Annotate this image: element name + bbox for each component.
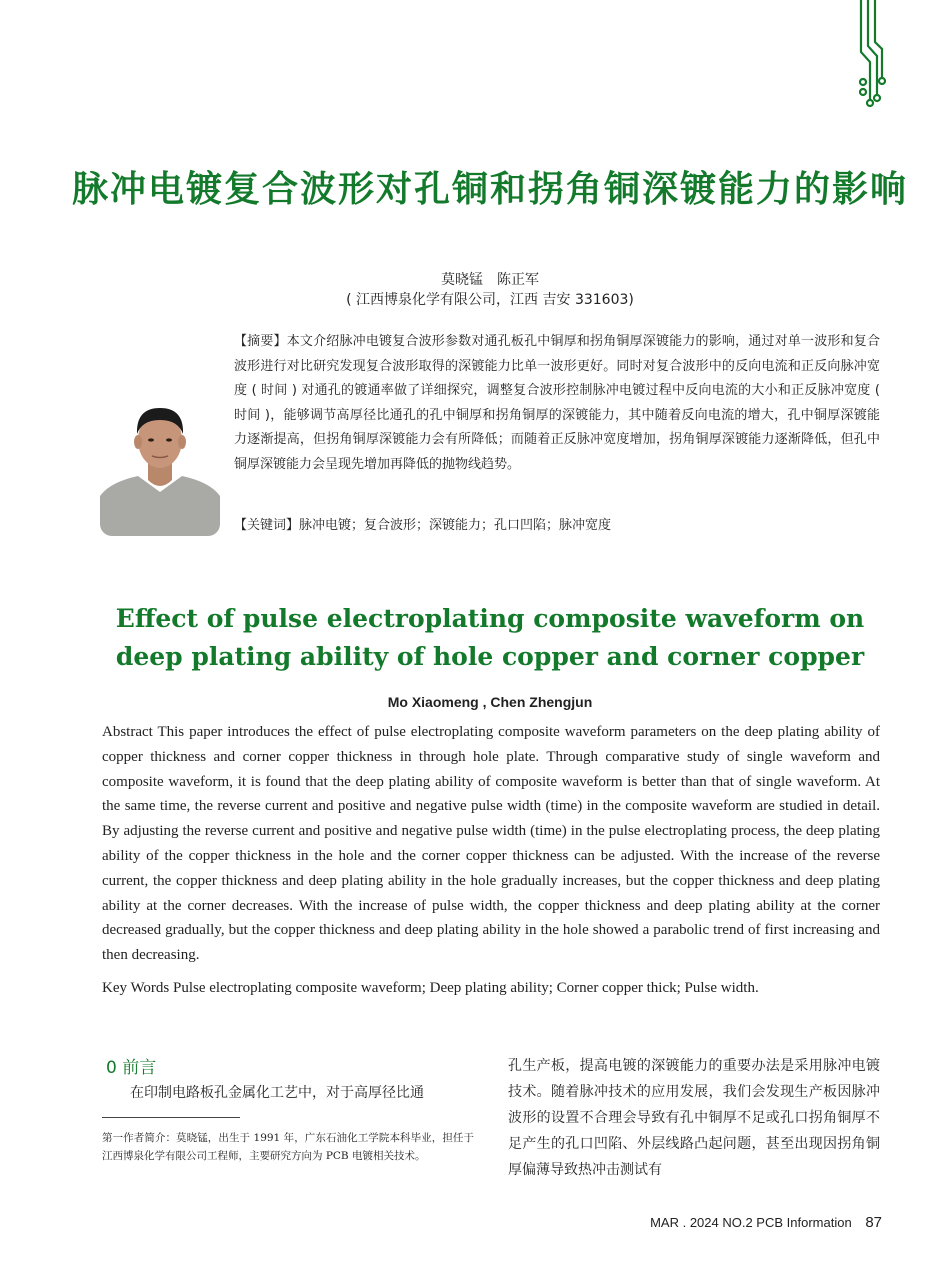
circuit-trace-decoration <box>848 0 888 110</box>
body-paragraph-left: 在印制电路板孔金属化工艺中，对于高厚径比通 <box>130 1085 424 1101</box>
paper-title-en: Effect of pulse electroplating composite waveform on deep plating ability of hole copper and corner copper <box>115 604 865 671</box>
keywords-cn: 【关键词】脉冲电镀；复合波形；深镀能力；孔口凹陷；脉冲宽度 <box>234 518 612 533</box>
body-paragraph-right: 孔生产板，提高电镀的深镀能力的重要办法是采用脉冲电镀技术。随着脉冲技术的应用发展，我们会发现生产板因脉冲波形的设置不合理会导致有孔中铜厚不足或孔口拐角铜厚不足产生的孔口凹陷、外层线路凸起问题，甚至出现因拐角铜厚偏薄导致热冲击测试有 <box>508 1058 880 1178</box>
authors-cn: 莫晓锰 陈正军 <box>441 272 539 288</box>
section-heading-introduction: 0 前言 <box>106 1058 157 1078</box>
paper-title-cn: 脉冲电镀复合波形对孔铜和拐角铜深镀能力的影响 <box>71 168 908 210</box>
journal-info: MAR . 2024 NO.2 PCB Information <box>650 1215 852 1230</box>
authors-en: Mo Xiaomeng , Chen Zhengjun <box>387 694 593 710</box>
abstract-en: Abstract This paper introduces the effect of pulse electroplating composite waveform parameters on the deep plating ability of copper thickness and corner copper thickness in through hole plate. Through comparative study of single waveform and composite waveform, it is found that the deep plating ability of composite waveform is better than that of single waveform. At the same time, the reverse current and positive and negative pulse width (time) in the composite waveform are studied in detail. By adjusting the reverse current and positive and negative pulse width (time) in the pulse electroplating process, the deep plating ability of the copper thickness in the hole and the corner copper thickness can be adjusted. With the increase of the reverse current, the copper thickness and deep plating ability in the hole gradually increases, but the copper thickness and deep plating ability at the corner decreases. With the increase of pulse width, the copper thickness and deep plating ability at the corner decreased gradually, but the copper thickness and deep plating ability in the hole showed a parabolic trend of first increasing and then decreasing. <box>102 724 880 964</box>
abstract-cn: 【摘要】本文介绍脉冲电镀复合波形参数对通孔板孔中铜厚和拐角铜厚深镀能力的影响，通过对单一波形和复合波形进行对比研究发现复合波形取得的深镀能力比单一波形更好。同时对复合波形中的反向电流和正反向脉冲宽度 ( 时间 ) 对通孔的镀通率做了详细探究，调整复合波形控制脉冲电镀过程中反向电流的大小和正反脉冲宽度 ( 时间 )，能够调节高厚径比通孔的孔中铜厚和拐角铜厚的深镀能力，其中随着反向电流的增大，孔中铜厚深镀能力逐渐提高，但拐角铜厚深镀能力会有所降低；而随着正反脉冲宽度增加，拐角铜厚深镀能力逐渐降低，但孔中铜厚深镀能力会呈现先增加再降低的抛物线趋势。 <box>234 334 880 472</box>
affiliation-cn: ( 江西博泉化学有限公司，江西 吉安 331603) <box>346 292 634 308</box>
keywords-en: Key Words Pulse electroplating composite waveform; Deep plating ability; Corner copper thick; Pulse width. <box>102 980 759 996</box>
author-photo <box>100 396 220 536</box>
page-footer <box>650 1213 882 1233</box>
footnote-divider <box>102 1117 240 1118</box>
page-number: 87 <box>865 1214 882 1231</box>
author-footnote: 第一作者简介：莫晓锰，出生于 1991 年，广东石油化工学院本科毕业，担任于江西博泉化学有限公司工程师，主要研究方向为 PCB 电镀相关技术。 <box>102 1132 474 1162</box>
